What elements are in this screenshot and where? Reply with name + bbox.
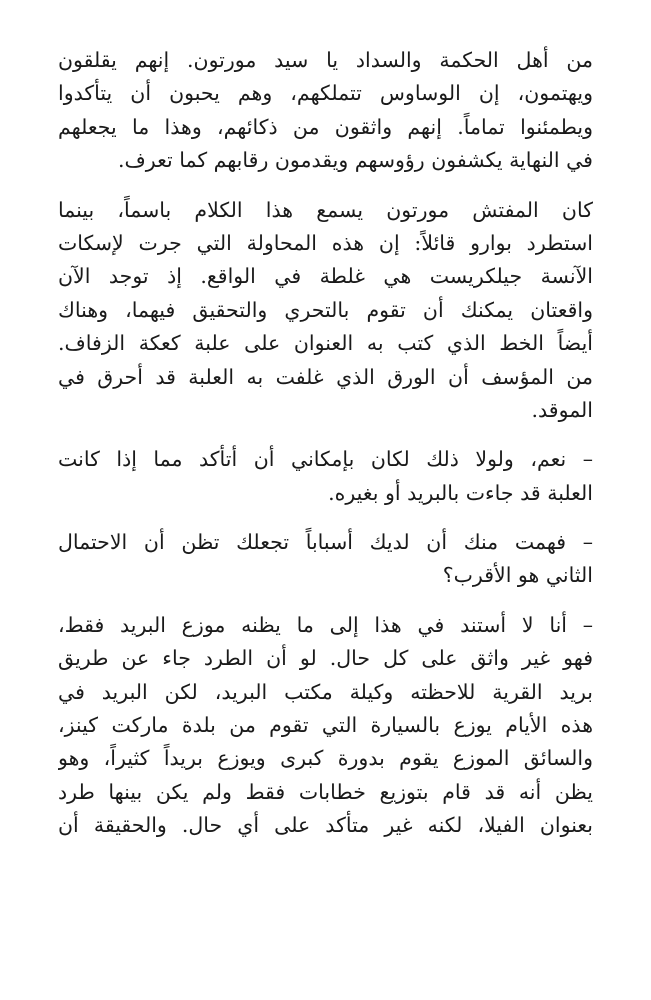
text-line: في النهاية يكشفون رؤوسهم ويقدمون رقابهم كما تعرف. xyxy=(118,148,593,173)
text-line: يظن أنه قد قام بتوزيع خطابات فقط ولم يكن بينها طرد xyxy=(58,779,593,804)
text-line: الثاني هو الأقرب؟ xyxy=(442,563,593,588)
paragraph-5 xyxy=(58,609,593,843)
text-line: ويهتمون، إن الوساوس تتملكهم، وهم يحبون أن يتأكدوا xyxy=(58,81,593,106)
text-line: استطرد بوارو قائلاً: إن هذه المحاولة التي جرت لإسكات xyxy=(58,230,593,255)
text-line: ويطمئنوا تماماً. إنهم واثقون من ذكائهم، وهذا ما يجعلهم xyxy=(58,114,593,139)
text-line: – أنا لا أستند في هذا إلى ما يظنه موزع البريد فقط، xyxy=(58,612,593,637)
text-line: الموقد. xyxy=(531,397,593,422)
text-line: كان المفتش مورتون يسمع هذا الكلام باسماً، بينما xyxy=(58,197,593,222)
text-line: هذه الأيام يوزع بالسيارة التي تقوم من بلدة ماركت كينز، xyxy=(58,713,593,738)
text-line: فهو غير واثق على كل حال. لو أن الطرد جاء عن طريق xyxy=(58,646,593,671)
text-line: والسائق الموزع يقوم بدورة كبرى ويوزع بريداً كثيراً، وهو xyxy=(58,746,593,771)
paragraph-3 xyxy=(58,443,593,510)
book-page xyxy=(58,44,593,859)
text-line: العلبة قد جاءت بالبريد أو بغيره. xyxy=(328,480,593,505)
text-line: – نعم، ولولا ذلك لكان بإمكاني أن أتأكد مما إذا كانت xyxy=(58,447,593,472)
paragraph-2 xyxy=(58,194,593,428)
text-line: أيضاً الخط الذي كتب به العنوان على علبة كعكة الزفاف. xyxy=(58,331,593,356)
text-line: من المؤسف أن الورق الذي غلفت به العلبة قد أحرق في xyxy=(58,364,593,389)
text-line: الآنسة جيلكريست هي غلطة في الواقع. إذ توجد الآن xyxy=(58,264,593,289)
text-line: – فهمت منك أن لديك أسباباً تجعلك تظن أن الاحتمال xyxy=(58,530,593,555)
paragraph-4 xyxy=(58,526,593,593)
text-line: من أهل الحكمة والسداد يا سيد مورتون. إنهم يقلقون xyxy=(58,48,593,72)
text-line: بعنوان الفيلا، لكنه غير متأكد على أي حال. والحقيقة أن xyxy=(58,813,593,838)
paragraph-1 xyxy=(58,44,593,178)
text-line: بريد القرية للاحظته وكيلة مكتب البريد، لكن البريد في xyxy=(58,679,593,704)
text-line: واقعتان يمكنك أن تقوم بالتحري والتحقيق فيهما، وهناك xyxy=(58,297,593,322)
